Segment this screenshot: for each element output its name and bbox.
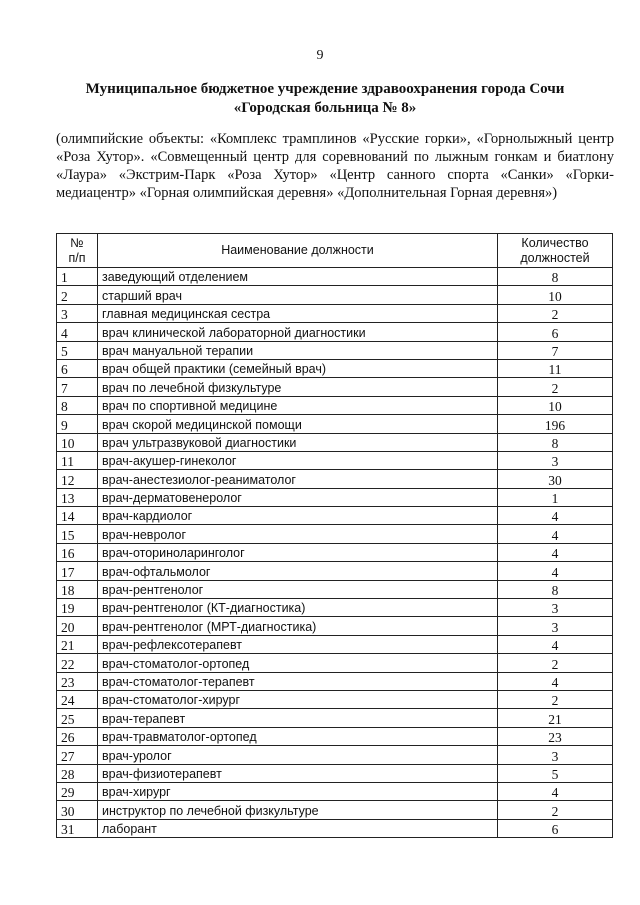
row-number: 7 bbox=[57, 378, 98, 396]
row-number: 25 bbox=[57, 709, 98, 727]
table-row bbox=[57, 268, 613, 286]
row-quantity: 21 bbox=[498, 709, 613, 727]
row-position-name: врач-анестезиолог-реаниматолог bbox=[98, 470, 498, 488]
row-number: 10 bbox=[57, 433, 98, 451]
header-number-line-1: № bbox=[70, 235, 84, 250]
row-quantity: 5 bbox=[498, 764, 613, 782]
positions-table bbox=[56, 233, 613, 838]
table-row bbox=[57, 433, 613, 451]
row-position-name: старший врач bbox=[98, 286, 498, 304]
row-position-name: врач-уролог bbox=[98, 746, 498, 764]
row-quantity: 11 bbox=[498, 359, 613, 377]
table-row bbox=[57, 323, 613, 341]
row-position-name: врач-рентгенолог (КТ-диагностика) bbox=[98, 599, 498, 617]
table-row bbox=[57, 690, 613, 708]
row-number: 3 bbox=[57, 304, 98, 322]
row-number: 30 bbox=[57, 801, 98, 819]
table-row bbox=[57, 746, 613, 764]
row-number: 18 bbox=[57, 580, 98, 598]
row-quantity: 4 bbox=[498, 635, 613, 653]
table-row bbox=[57, 654, 613, 672]
table-row bbox=[57, 617, 613, 635]
row-quantity: 4 bbox=[498, 507, 613, 525]
table-row bbox=[57, 599, 613, 617]
row-position-name: врач-рефлексотерапевт bbox=[98, 635, 498, 653]
row-position-name: врач-рентгенолог bbox=[98, 580, 498, 598]
table-row bbox=[57, 359, 613, 377]
row-position-name: врач-невролог bbox=[98, 525, 498, 543]
header-quantity-line-1: Количество bbox=[521, 235, 589, 250]
table-row bbox=[57, 507, 613, 525]
row-quantity: 4 bbox=[498, 525, 613, 543]
row-quantity: 3 bbox=[498, 617, 613, 635]
row-number: 21 bbox=[57, 635, 98, 653]
row-position-name: врач-кардиолог bbox=[98, 507, 498, 525]
title-line-1: Муниципальное бюджетное учреждение здравоохранения города Сочи bbox=[85, 81, 565, 97]
table-row bbox=[57, 727, 613, 745]
header-quantity-line-2: должностей bbox=[520, 250, 590, 265]
table-header-row bbox=[57, 234, 613, 268]
row-position-name: врач по лечебной физкультуре bbox=[98, 378, 498, 396]
row-number: 11 bbox=[57, 451, 98, 469]
table-row bbox=[57, 543, 613, 561]
row-position-name: врач-стоматолог-хирург bbox=[98, 690, 498, 708]
row-position-name: инструктор по лечебной физкультуре bbox=[98, 801, 498, 819]
row-number: 17 bbox=[57, 562, 98, 580]
row-position-name: врач-травматолог-ортопед bbox=[98, 727, 498, 745]
row-number: 29 bbox=[57, 782, 98, 800]
row-number: 9 bbox=[57, 415, 98, 433]
table-row bbox=[57, 709, 613, 727]
row-position-name: врач-терапевт bbox=[98, 709, 498, 727]
table-row bbox=[57, 378, 613, 396]
table-row bbox=[57, 341, 613, 359]
row-number: 22 bbox=[57, 654, 98, 672]
header-number bbox=[57, 234, 98, 268]
row-position-name: врач мануальной терапии bbox=[98, 341, 498, 359]
header-quantity bbox=[498, 234, 613, 268]
row-number: 12 bbox=[57, 470, 98, 488]
title-line-2: «Городская больница № 8» bbox=[233, 100, 417, 116]
row-quantity: 2 bbox=[498, 654, 613, 672]
row-quantity: 10 bbox=[498, 286, 613, 304]
table-row bbox=[57, 801, 613, 819]
row-position-name: врач-дерматовенеролог bbox=[98, 488, 498, 506]
row-position-name: врач общей практики (семейный врач) bbox=[98, 359, 498, 377]
row-quantity: 4 bbox=[498, 562, 613, 580]
table-row bbox=[57, 782, 613, 800]
table-row bbox=[57, 635, 613, 653]
row-quantity: 30 bbox=[498, 470, 613, 488]
table-row bbox=[57, 819, 613, 837]
row-number: 4 bbox=[57, 323, 98, 341]
row-quantity: 2 bbox=[498, 304, 613, 322]
table-row bbox=[57, 488, 613, 506]
row-quantity: 4 bbox=[498, 543, 613, 561]
row-quantity: 10 bbox=[498, 396, 613, 414]
row-quantity: 6 bbox=[498, 819, 613, 837]
document-subtitle: (олимпийские объекты: «Комплекс трамплинов «Русские горки», «Горнолыжный центр «Роза Хутор». «Совмещенный центр для соревнований по лыжным гонкам и биатлону «Лаура» «Экстрим-Парк «Роза Хутор» «Центр санного спорта «Санки» «Горки-медиацентр» «Горная олимпийская деревня» «Дополнительная Горная деревня») bbox=[56, 131, 614, 201]
table-row bbox=[57, 396, 613, 414]
row-quantity: 6 bbox=[498, 323, 613, 341]
table-row bbox=[57, 672, 613, 690]
page-number: 9 bbox=[316, 48, 324, 63]
row-number: 23 bbox=[57, 672, 98, 690]
table-row bbox=[57, 562, 613, 580]
row-quantity: 3 bbox=[498, 599, 613, 617]
row-number: 14 bbox=[57, 507, 98, 525]
row-number: 1 bbox=[57, 268, 98, 286]
row-quantity: 23 bbox=[498, 727, 613, 745]
row-position-name: врач-оториноларинголог bbox=[98, 543, 498, 561]
row-number: 8 bbox=[57, 396, 98, 414]
row-position-name: врач клинической лабораторной диагностики bbox=[98, 323, 498, 341]
row-position-name: главная медицинская сестра bbox=[98, 304, 498, 322]
table-row bbox=[57, 470, 613, 488]
row-number: 16 bbox=[57, 543, 98, 561]
row-quantity: 8 bbox=[498, 580, 613, 598]
row-quantity: 7 bbox=[498, 341, 613, 359]
row-number: 31 bbox=[57, 819, 98, 837]
row-number: 6 bbox=[57, 359, 98, 377]
row-position-name: врач-физиотерапевт bbox=[98, 764, 498, 782]
row-position-name: врач по спортивной медицине bbox=[98, 396, 498, 414]
row-position-name: врач скорой медицинской помощи bbox=[98, 415, 498, 433]
row-quantity: 2 bbox=[498, 378, 613, 396]
table-row bbox=[57, 286, 613, 304]
table-row bbox=[57, 580, 613, 598]
table-body bbox=[57, 268, 613, 838]
table-row bbox=[57, 451, 613, 469]
row-number: 5 bbox=[57, 341, 98, 359]
row-quantity: 4 bbox=[498, 672, 613, 690]
header-position-name: Наименование должности bbox=[98, 234, 498, 268]
row-number: 26 bbox=[57, 727, 98, 745]
row-position-name: врач-рентгенолог (МРТ-диагностика) bbox=[98, 617, 498, 635]
row-number: 2 bbox=[57, 286, 98, 304]
row-number: 13 bbox=[57, 488, 98, 506]
row-quantity: 8 bbox=[498, 433, 613, 451]
row-quantity: 4 bbox=[498, 782, 613, 800]
row-quantity: 8 bbox=[498, 268, 613, 286]
row-quantity: 2 bbox=[498, 801, 613, 819]
table-row bbox=[57, 415, 613, 433]
row-position-name: врач ультразвуковой диагностики bbox=[98, 433, 498, 451]
header-number-line-2: п/п bbox=[68, 250, 86, 265]
row-position-name: врач-хирург bbox=[98, 782, 498, 800]
row-quantity: 3 bbox=[498, 451, 613, 469]
row-number: 15 bbox=[57, 525, 98, 543]
row-position-name: лаборант bbox=[98, 819, 498, 837]
row-number: 24 bbox=[57, 690, 98, 708]
document-title bbox=[40, 80, 610, 118]
row-number: 28 bbox=[57, 764, 98, 782]
table-row bbox=[57, 525, 613, 543]
row-quantity: 2 bbox=[498, 690, 613, 708]
table-row bbox=[57, 764, 613, 782]
row-position-name: врач-акушер-гинеколог bbox=[98, 451, 498, 469]
row-quantity: 3 bbox=[498, 746, 613, 764]
row-number: 19 bbox=[57, 599, 98, 617]
row-number: 27 bbox=[57, 746, 98, 764]
row-position-name: врач-стоматолог-терапевт bbox=[98, 672, 498, 690]
row-quantity: 196 bbox=[498, 415, 613, 433]
row-quantity: 1 bbox=[498, 488, 613, 506]
row-position-name: врач-офтальмолог bbox=[98, 562, 498, 580]
row-position-name: заведующий отделением bbox=[98, 268, 498, 286]
table-row bbox=[57, 304, 613, 322]
row-number: 20 bbox=[57, 617, 98, 635]
row-position-name: врач-стоматолог-ортопед bbox=[98, 654, 498, 672]
